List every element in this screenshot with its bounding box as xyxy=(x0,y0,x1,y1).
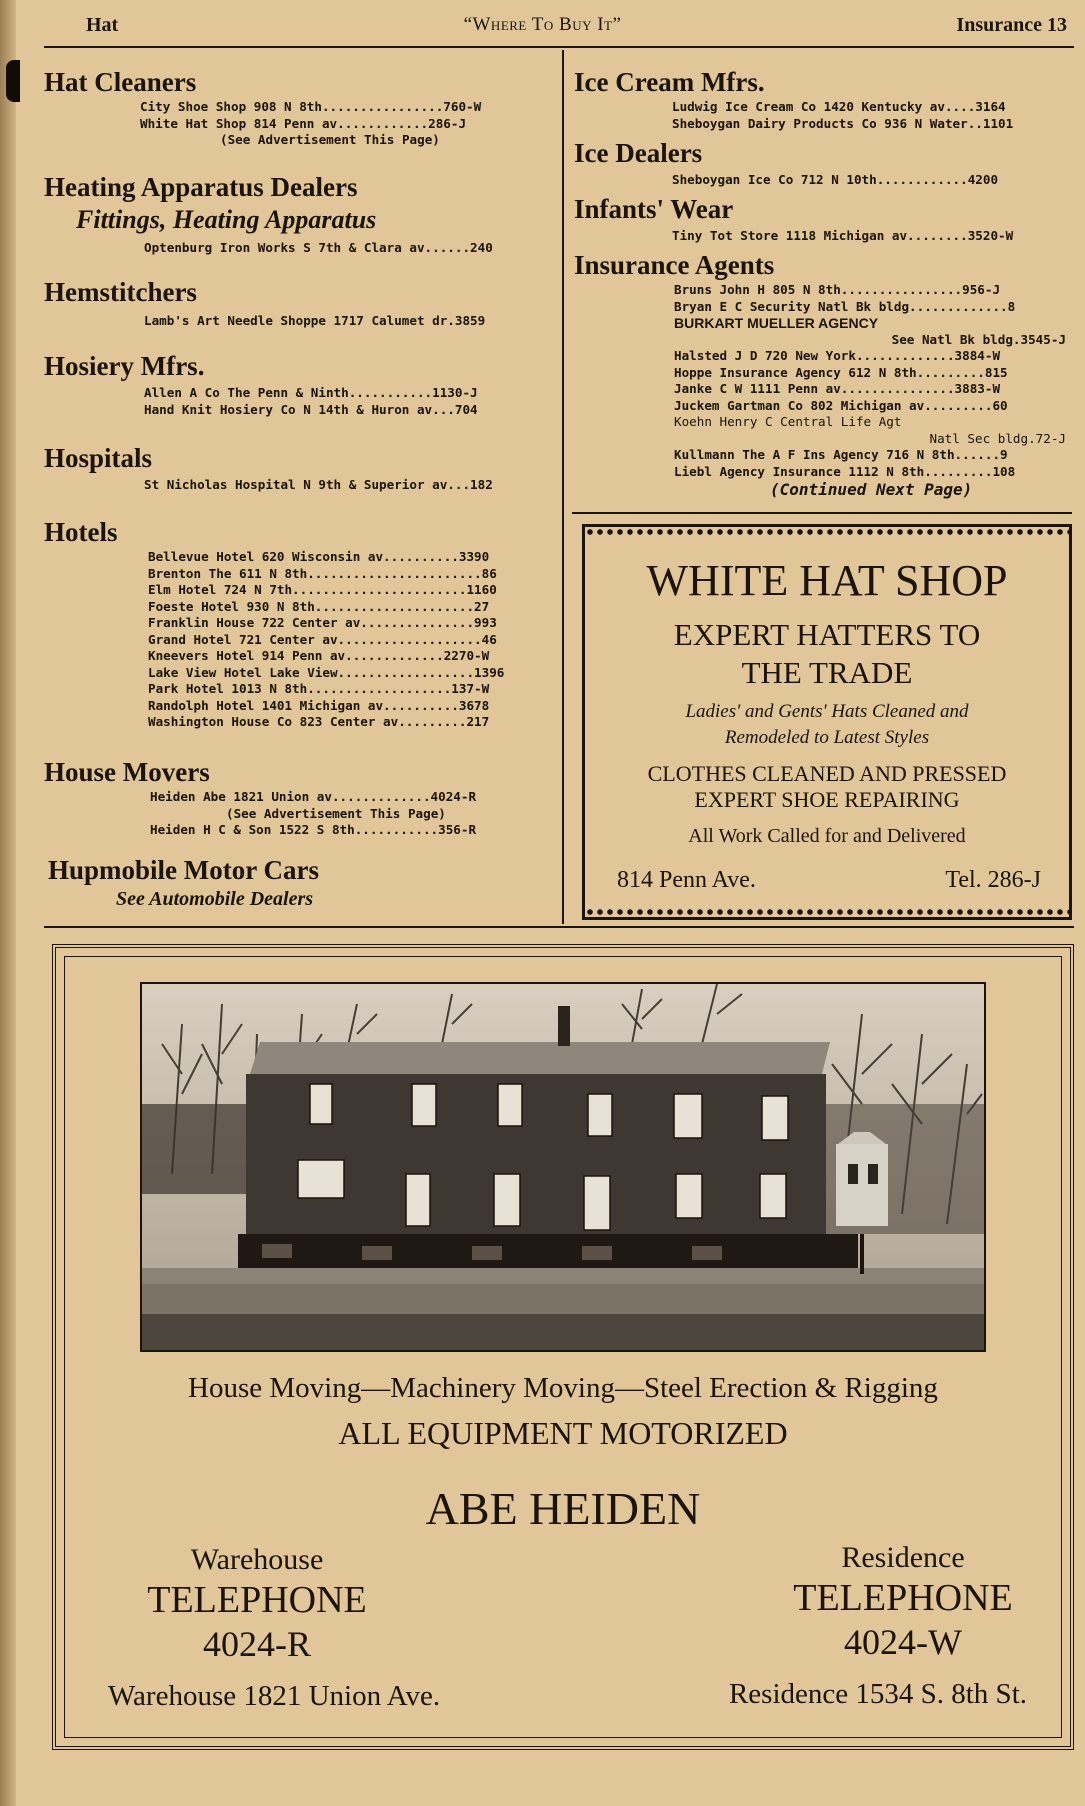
listing: Brenton The 611 N 8th.......................86 xyxy=(148,565,497,581)
listing: City Shoe Shop 908 N 8th................760-W xyxy=(140,99,482,114)
warehouse-telephone: 4024-R xyxy=(203,1624,311,1664)
house-movers-section xyxy=(44,756,476,839)
listing: St Nicholas Hospital N 9th & Superior av...182 xyxy=(144,477,493,492)
listing: Franklin House 722 Center av...............993 xyxy=(148,615,497,630)
ice-dealers-section xyxy=(574,137,998,189)
section-heading: Hupmobile Motor Cars xyxy=(48,855,319,885)
listing: Optenburg Iron Works S 7th & Clara av......240 xyxy=(144,240,493,255)
section-heading: Insurance Agents xyxy=(574,250,775,280)
listing: Bruns John H 805 N 8th................956-J xyxy=(674,282,1001,297)
ad-telephone: Tel. 286-J xyxy=(945,867,1041,893)
header-rule xyxy=(44,46,1074,48)
section-heading: Ice Dealers xyxy=(574,138,703,168)
section-heading: Hat Cleaners xyxy=(44,67,197,97)
listing: Hoppe Insurance Agency 612 N 8th.........815 xyxy=(674,364,1008,380)
section-heading: Infants' Wear xyxy=(574,194,734,224)
ad-border-scallop xyxy=(585,909,1069,915)
listing: Washington House Co 823 Center av.........217 xyxy=(148,714,490,729)
listing: See Natl Bk bldg.3545-J xyxy=(891,331,1066,347)
listing: Janke C W 1111 Penn av...............3883-W xyxy=(674,381,1001,396)
section-subheading: Fittings, Heating Apparatus xyxy=(76,205,377,234)
listing: Lake View Hotel Lake View..................1396 xyxy=(148,664,505,680)
listing: Kullmann The A F Ins Agency 716 N 8th......9 xyxy=(674,447,1008,462)
ad-title: WHITE HAT SHOP xyxy=(646,556,1008,605)
hemstitchers-section xyxy=(44,276,485,330)
continued-note: (Continued Next Page) xyxy=(770,480,973,499)
ad-tagline: EXPERT HATTERS TO xyxy=(673,617,981,652)
listing: Tiny Tot Store 1118 Michigan av........3520-W xyxy=(672,228,1014,243)
listing-note: (See Advertisement This Page) xyxy=(226,805,446,821)
residence-telephone: 4024-W xyxy=(844,1622,962,1662)
listing-highlight: BURKART MUELLER AGENCY xyxy=(674,315,879,331)
ad-description: Ladies' and Gents' Hats Cleaned and xyxy=(685,701,969,722)
warehouse-label: Warehouse xyxy=(190,1543,324,1576)
listing: Juckem Gartman Co 802 Michigan av.........60 xyxy=(674,397,1008,413)
page-binding-edge xyxy=(0,0,16,1806)
listing: Foeste Hotel 930 N 8th.....................27 xyxy=(148,598,490,614)
ad-business-name: ABE HEIDEN xyxy=(425,1483,701,1534)
hosiery-section xyxy=(44,350,478,418)
telephone-label: TELEPHONE xyxy=(147,1579,367,1621)
header-center: “Where To Buy It” xyxy=(463,14,622,35)
section-heading: Ice Cream Mfrs. xyxy=(574,67,765,97)
listing: Allen A Co The Penn & Ninth...........1130-J xyxy=(144,385,478,400)
ad-description: Remodeled to Latest Styles xyxy=(724,727,930,748)
residence-label: Residence xyxy=(841,1541,965,1574)
listing: Elm Hotel 724 N 7th.......................1160 xyxy=(148,582,497,597)
white-hat-shop-ad xyxy=(582,524,1072,920)
section-heading: Hosiery Mfrs. xyxy=(44,351,205,381)
listing: Hand Knit Hosiery Co N 14th & Huron av...704 xyxy=(144,401,478,417)
section-heading: Hotels xyxy=(44,517,118,547)
telephone-label: TELEPHONE xyxy=(793,1577,1013,1619)
ad-address: 814 Penn Ave. xyxy=(617,867,756,893)
listing: Grand Hotel 721 Center av...................46 xyxy=(148,631,497,647)
header-left: Hat xyxy=(86,14,119,36)
listing: Heiden Abe 1821 Union av.............4024-R xyxy=(150,789,477,804)
listing: Randolph Hotel 1401 Michigan av..........3678 xyxy=(148,697,490,713)
listing: Sheboygan Ice Co 712 N 10th............4200 xyxy=(672,172,999,187)
listing: Heiden H C & Son 1522 S 8th...........356-R xyxy=(150,822,477,837)
insurance-agents-section xyxy=(574,249,1066,500)
residence-telephone-block xyxy=(738,1540,1068,1664)
warehouse-telephone-block xyxy=(92,1542,422,1666)
ad-services: House Moving—Machinery Moving—Steel Erection & Rigging xyxy=(188,1372,938,1404)
listing: Kneevers Hotel 914 Penn av.............2270-W xyxy=(148,648,490,663)
listing: Liebl Agency Insurance 1112 N 8th.........108 xyxy=(674,463,1016,479)
listing: Lamb's Art Needle Shoppe 1717 Calumet dr.3859 xyxy=(144,313,486,328)
ad-note: All Work Called for and Delivered xyxy=(688,825,966,847)
listing: Park Hotel 1013 N 8th...................137-W xyxy=(148,681,490,696)
house-moving-photo xyxy=(140,982,986,1352)
listing: Ludwig Ice Cream Co 1420 Kentucky av....3164 xyxy=(672,99,1006,114)
cross-reference: See Automobile Dealers xyxy=(116,888,314,910)
infants-wear-section xyxy=(574,193,1013,245)
page-tab-notch xyxy=(6,60,20,102)
ad-border-scallop xyxy=(585,529,1069,535)
hupmobile-section xyxy=(48,854,319,911)
listing-note: (See Advertisement This Page) xyxy=(220,132,440,147)
ad-motorized: ALL EQUIPMENT MOTORIZED xyxy=(338,1415,788,1451)
listing: White Hat Shop 814 Penn av............286-J xyxy=(140,115,467,131)
house-photo-illustration xyxy=(142,984,984,1350)
section-heading: House Movers xyxy=(44,757,210,787)
insurance-rule xyxy=(572,512,1072,514)
column-divider xyxy=(562,50,564,924)
section-heading: Hospitals xyxy=(44,443,153,473)
header-right: Insurance 13 xyxy=(956,14,1067,36)
listing: Natl Sec bldg.72-J xyxy=(929,430,1066,446)
listing: Halsted J D 720 New York.............3884-W xyxy=(674,348,1001,363)
ad-service: EXPERT SHOE REPAIRING xyxy=(694,787,960,812)
warehouse-address: Warehouse 1821 Union Ave. xyxy=(108,1680,441,1712)
hat-cleaners-section xyxy=(44,66,481,149)
heating-section xyxy=(44,171,493,257)
section-rule xyxy=(44,926,1074,928)
ad-tagline: THE TRADE xyxy=(741,655,913,690)
hotels-section xyxy=(44,516,504,731)
residence-address: Residence 1534 S. 8th St. xyxy=(728,1678,1027,1710)
listing: Sheboygan Dairy Products Co 936 N Water..1101 xyxy=(672,115,1014,131)
section-heading: Hemstitchers xyxy=(44,277,197,307)
listing: Koehn Henry C Central Life Agt xyxy=(674,414,902,429)
listing: Bryan E C Security Natl Bk bldg.............8 xyxy=(674,298,1016,314)
listing: Bellevue Hotel 620 Wisconsin av..........3390 xyxy=(148,549,490,564)
ice-cream-section xyxy=(574,66,1013,132)
hospitals-section xyxy=(44,442,493,494)
section-heading: Heating Apparatus Dealers xyxy=(44,172,358,202)
ad-service: CLOTHES CLEANED AND PRESSED xyxy=(647,761,1007,786)
